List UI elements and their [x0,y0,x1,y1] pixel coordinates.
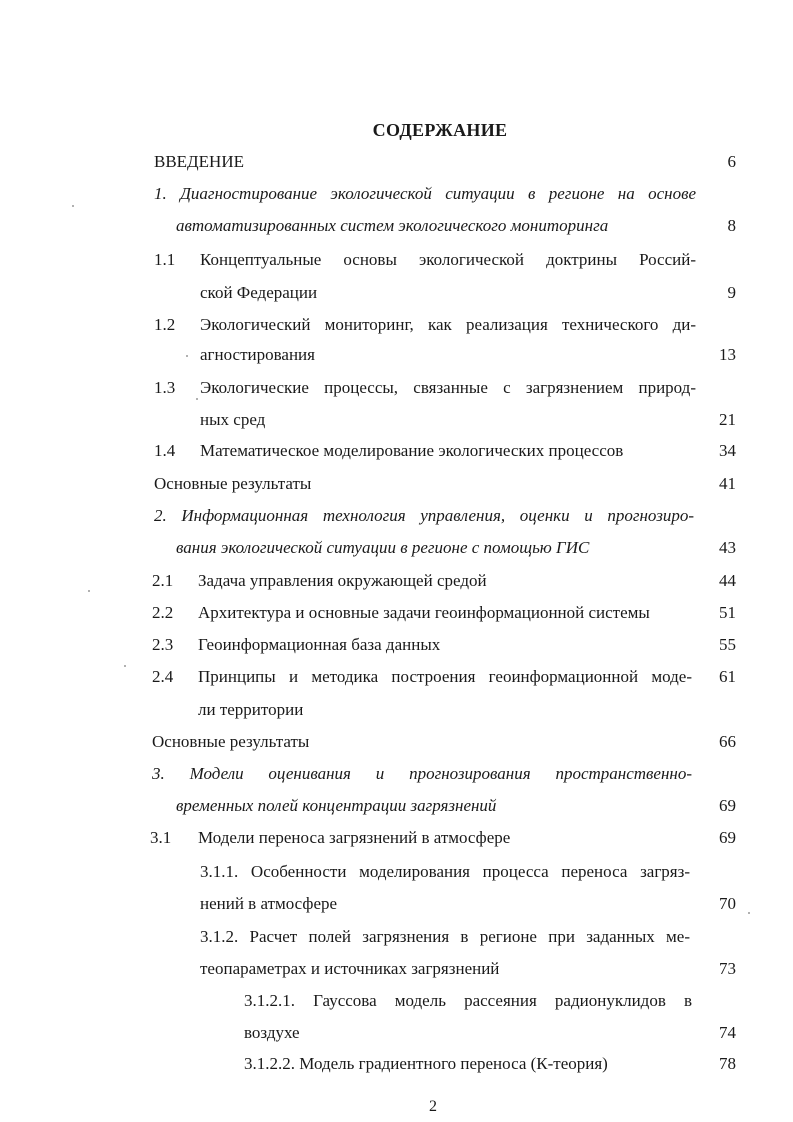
toc-1-1-page: 9 [727,283,736,302]
toc-2-2-page: 51 [719,603,736,622]
toc-3-1-2-page: 73 [719,959,736,978]
toc-results-2-label: Основные результаты [152,732,310,751]
scan-speck [88,590,90,592]
scan-speck [186,355,188,357]
toc-1-3-line2: ных сред [200,410,266,429]
toc-results-1-label: Основные результаты [154,474,312,493]
toc-ch2-page: 43 [719,538,736,557]
toc-ch2-line2: вания экологической ситуации в регионе с помощью ГИС [176,538,590,557]
toc-2-1-num: 2.1 [152,571,174,590]
toc-ch1-page: 8 [727,216,736,235]
toc-intro-label: ВВЕДЕНИЕ [154,152,244,171]
toc-1-2-line1: Экологический мониторинг, как реализация технического ди- [200,315,696,334]
toc-2-3-line1: Геоинформационная база данных [198,635,441,654]
toc-3-1-1-line1: 3.1.1. Особенности моделирования процесса переноса загряз- [200,862,690,881]
toc-ch3-line1: 3. Модели оценивания и прогнозирования пространственно- [152,764,692,783]
toc-3-1-2-1-line2: воздухе [244,1023,300,1042]
scan-speck [196,398,198,400]
toc-ch2-line1: 2. Информационная технология управления, оценки и прогнозиро- [154,506,694,525]
toc-ch1-line1: 1. Диагностирование экологической ситуации в регионе на основе [154,184,696,203]
toc-3-1-num: 3.1 [150,828,172,847]
toc-3-1-2-1-page: 74 [719,1023,736,1042]
toc-1-4-line1: Математическое моделирование экологических процессов [200,441,624,460]
toc-2-4-num: 2.4 [152,667,174,686]
toc-1-4-num: 1.4 [154,441,176,460]
toc-2-3-num: 2.3 [152,635,174,654]
toc-2-2-line1: Архитектура и основные задачи геоинформационной системы [198,603,650,622]
toc-1-3-page: 21 [719,410,736,429]
toc-3-1-2-line2: теопараметрах и источниках загрязнений [200,959,500,978]
toc-2-1-page: 44 [719,571,736,590]
toc-3-1-2-line1: 3.1.2. Расчет полей загрязнения в регионе при заданных ме- [200,927,690,946]
toc-2-3-page: 55 [719,635,736,654]
toc-1-3-line1: Экологические процессы, связанные с загрязнением природ- [200,378,696,397]
toc-1-1-num: 1.1 [154,250,176,269]
toc-2-4-line1: Принципы и методика построения геоинформационной моде- [198,667,692,686]
toc-results-1-page: 41 [719,474,736,493]
toc-1-2-line2: агностирования [200,345,315,364]
toc-2-4-line2: ли территории [198,700,304,719]
toc-3-1-line1: Модели переноса загрязнений в атмосфере [198,828,511,847]
toc-1-4-page: 34 [719,441,736,460]
toc-2-1-line1: Задача управления окружающей средой [198,571,487,590]
toc-3-1-page: 69 [719,828,736,847]
scan-speck [748,912,750,914]
toc-1-3-num: 1.3 [154,378,176,397]
toc-1-2-num: 1.2 [154,315,176,334]
toc-3-1-2-2-page: 78 [719,1054,736,1073]
toc-3-1-2-1-line1: 3.1.2.1. Гауссова модель рассеяния радионуклидов в [244,991,692,1010]
toc-3-1-1-page: 70 [719,894,736,913]
toc-3-1-2-2-line1: 3.1.2.2. Модель градиентного переноса (К-теория) [244,1054,608,1073]
scan-speck [124,665,126,667]
toc-1-1-line1: Концептуальные основы экологической доктрины Россий- [200,250,696,269]
toc-intro-page: 6 [727,152,736,171]
toc-1-2-page: 13 [719,345,736,364]
toc-ch3-line2: временных полей концентрации загрязнений [176,796,497,815]
page-number: 2 [429,1098,437,1115]
scan-speck [72,205,74,207]
toc-1-1-line2: ской Федерации [200,283,318,302]
toc-3-1-1-line2: нений в атмосфере [200,894,338,913]
toc-ch3-page: 69 [719,796,736,815]
toc-2-4-page: 61 [719,667,736,686]
toc-results-2-page: 66 [719,732,736,751]
toc-ch1-line2: автоматизированных систем экологического мониторинга [176,216,609,235]
page-title: СОДЕРЖАНИЕ [372,120,508,140]
toc-2-2-num: 2.2 [152,603,174,622]
